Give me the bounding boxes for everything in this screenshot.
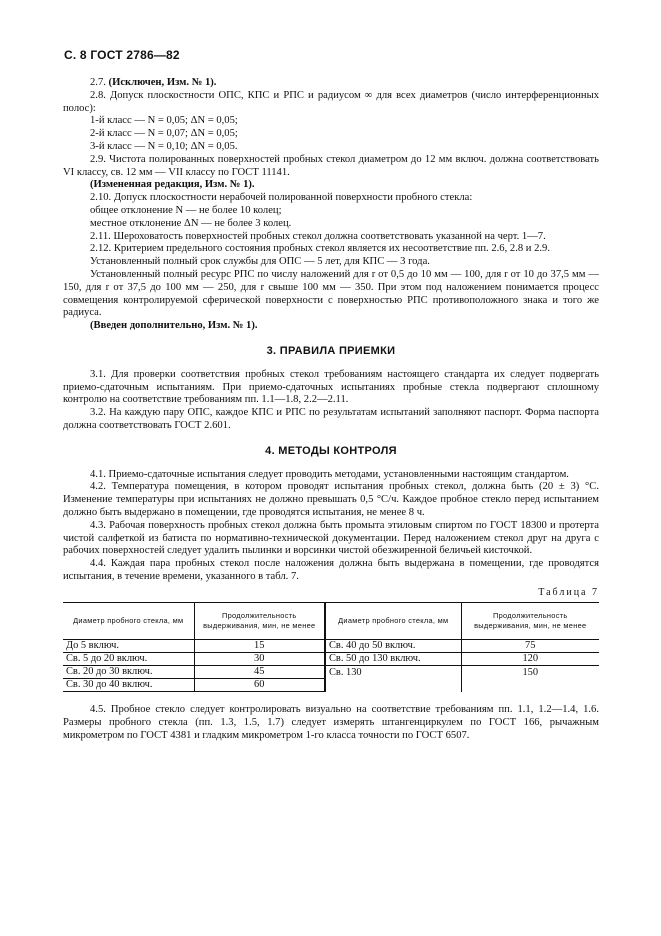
flatness-class-2: 2-й класс — N = 0,07; ΔN = 0,05; xyxy=(90,128,238,140)
cell-diameter: Св. 20 до 30 включ. xyxy=(63,666,194,679)
section-4-heading: 4. МЕТОДЫ КОНТРОЛЯ xyxy=(265,444,397,457)
flatness-class-1: 1-й класс — N = 0,05; ΔN = 0,05; xyxy=(90,115,238,127)
header-diameter-right: Диаметр пробного стекла, мм xyxy=(325,603,461,640)
clause-2-10-local: местное отклонение ΔN — не более 3 колец. xyxy=(90,217,292,229)
clause-2-7-note: (Исключен, Изм. № 1). xyxy=(108,77,217,88)
table-row xyxy=(63,653,599,666)
table-row xyxy=(63,640,599,653)
clause-2-9-note: (Измененная редакция, Изм. № 1). xyxy=(90,179,255,191)
header-diameter-left: Диаметр пробного стекла, мм xyxy=(63,603,194,640)
table-header-row xyxy=(63,603,599,640)
flatness-class-3: 3-й класс — N = 0,10; ΔN = 0,05. xyxy=(90,140,238,152)
cell-diameter: Св. 40 до 50 включ. xyxy=(325,640,461,653)
table-7 xyxy=(63,602,599,692)
cell-duration-empty xyxy=(461,679,599,692)
cell-duration: 150 xyxy=(522,666,539,678)
document-body xyxy=(63,77,599,743)
clause-4-3: 4.3. Рабочая поверхность пробных стекол должна быть промыта этиловым спиртом по ГОСТ 18300 и протерта чистой салфеткой из батиста по нормативно-технической документации. Перед наложением стекол друг на друга с рабочих поверхностей следует удалить пылинки и ворсинки чистой обезжиренной беличьей кисточкой. xyxy=(63,519,599,557)
clause-4-1: 4.1. Приемо-сдаточные испытания следует проводить методами, установленными настоящим стандартом. xyxy=(90,468,569,480)
clause-2-9: 2.9. Чистота полированных поверхностей пробных стекол диаметром до 12 мм включ. должна соответствовать VI классу, св. 12 мм — VII классу по ГОСТ 11141. xyxy=(63,153,599,178)
table-caption: Таблица 7 xyxy=(538,586,599,598)
cell-duration: 60 xyxy=(194,679,325,692)
section-3-heading: 3. ПРАВИЛА ПРИЕМКИ xyxy=(266,344,396,357)
cell-duration: 30 xyxy=(194,653,325,666)
clause-4-4: 4.4. Каждая пара пробных стекол после наложения должна быть выдержана в помещении, где проводятся испытания, в течение времени, указанного в табл. 7. xyxy=(63,558,599,582)
header-duration-left: Продолжительность выдерживания, мин, не менее xyxy=(194,603,325,640)
page-header: С. 8 ГОСТ 2786—82 xyxy=(64,48,180,62)
cell-duration: 75 xyxy=(461,640,599,653)
clause-4-5: 4.5. Пробное стекло следует контролировать визуально на соответствие требованиям пп. 1.1, 1.2—1.4, 1.6. Размеры пробного стекла (пп. 1.3, 1.5, 1.7) следует измерять штангенциркулем по ГОСТ 166, рычажным микрометром по ГОСТ 4381 и гладким микрометром 1-го класса точности по ГОСТ 6507. xyxy=(63,704,599,742)
clause-2-11: 2.11. Шероховатость поверхностей пробных стекол должна соответствовать указанной на черт. 1—7. xyxy=(90,230,546,242)
clause-2-8: 2.8. Допуск плоскостности ОПС, КПС и РПС и радиусом ∞ для всех диаметров (число интерференционных полос): xyxy=(63,89,599,114)
table-row xyxy=(63,679,599,692)
clause-3-2: 3.2. На каждую пару ОПС, каждое КПС и РПС по результатам испытаний заполняют паспорт. Форма паспорта должна соответствовать ГОСТ 2.601. xyxy=(63,407,599,431)
clause-2-7-number: 2.7. xyxy=(90,77,106,88)
cell-diameter: Св. 30 до 40 включ. xyxy=(63,679,194,692)
clause-2-12: 2.12. Критерием предельного состояния пробных стекол является их несоответствие пп. 2.6, 2.8 и 2.9. xyxy=(90,243,550,255)
clause-2-12-resource: Установленный полный ресурс РПС по числу наложений для r от 0,5 до 10 мм — 100, для r от 10 до 37,5 мм — 150, для r от 37,5 до 100 мм — 250, для r свыше 100 мм — 350. При этом под наложением понимается процесс совмещения контролируемой сферической поверхности с поверхностью РПС противоположного знака и того же радиуса. xyxy=(63,268,599,319)
cell-duration: 120 xyxy=(461,653,599,666)
cell-diameter: Св. 130 xyxy=(325,666,461,679)
cell-duration: 15 xyxy=(194,640,325,653)
clause-2-12-note: (Введен дополнительно, Изм. № 1). xyxy=(90,320,258,332)
clause-2-10-general: общее отклонение N — не более 10 колец; xyxy=(90,204,282,216)
clause-3-1: 3.1. Для проверки соответствия пробных стекол требованиям настоящего стандарта их следует подвергать приемо-сдаточным испытаниям. При приемо-сдаточных испытаниях пробные стекла подвергают сплошному контролю на соответствие требованиям пп. 1.1—1.8, 2.2—2.11. xyxy=(63,368,599,406)
cell-duration: 45 xyxy=(194,666,325,679)
header-duration-right: Продолжительность выдерживания, мин, не менее xyxy=(461,603,599,640)
clause-2-10: 2.10. Допуск плоскостности нерабочей полированной поверхности пробного стекла: xyxy=(90,192,473,204)
table-row xyxy=(63,666,599,679)
clause-2-7 xyxy=(63,77,599,90)
cell-diameter-empty xyxy=(325,679,461,692)
cell-diameter: Св. 50 до 130 включ. xyxy=(325,653,461,666)
cell-diameter: До 5 включ. xyxy=(63,640,194,653)
cell-diameter: Св. 5 до 20 включ. xyxy=(63,653,194,666)
clause-4-2: 4.2. Температура помещения, в котором проводят испытания пробных стекол, должна быть (20 ± 3) °С. Изменение температуры при испытаниях не должно превышать 0,5 °С/ч. Каждое пробное стекло перед испытанием должно быть выдержано в помещении, где проводятся испытания, не менее 8 ч. xyxy=(63,481,599,518)
clause-2-12-service-life: Установленный полный срок службы для ОПС — 5 лет, для КПС — 3 года. xyxy=(90,256,430,268)
